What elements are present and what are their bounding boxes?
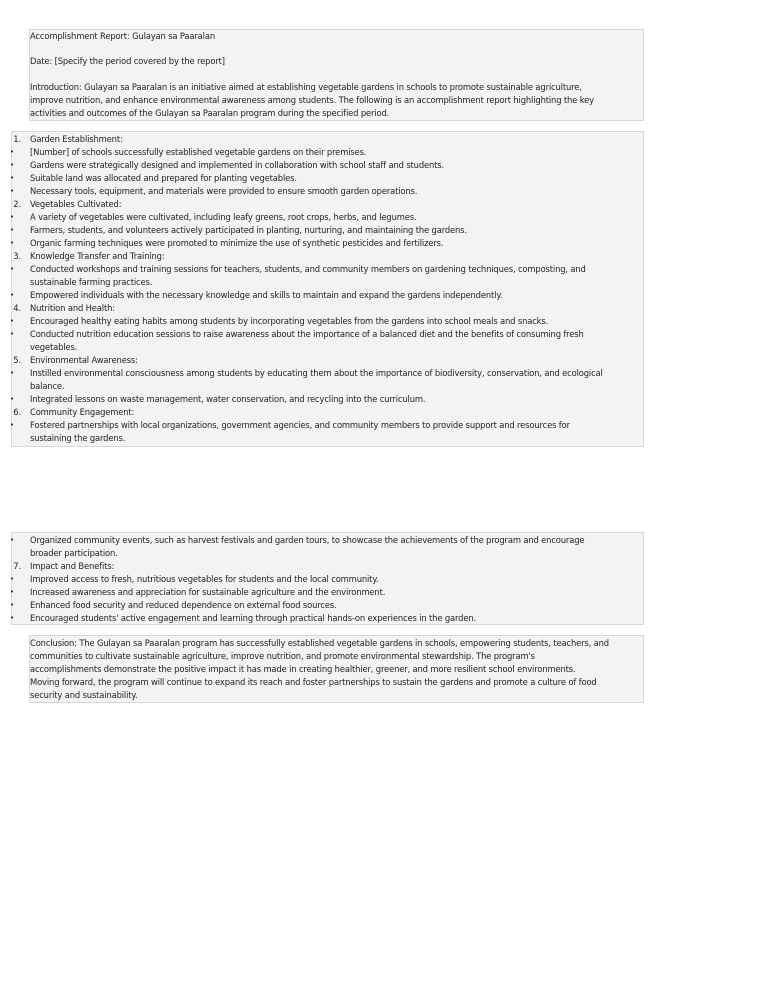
bullet-marker: • [10,161,14,169]
bullet-marker: • [10,601,14,609]
report-title: Accomplishment Report: Gulayan sa Paaralan [30,31,215,41]
conclusion-line: accomplishments demonstrate the positive impact it has made in creating healthier, greener, and more resilient school environments. [30,664,576,674]
conclusion-line: communities to cultivate sustainable agriculture, improve nutrition, and promote environmental stewardship. The program's [30,651,535,661]
bullet-marker: • [10,291,14,299]
bullet-marker: • [10,395,14,403]
list-number: 5. [13,355,21,365]
list-item-text: Instilled environmental consciousness among students by educating them about the importance of biodiversity, conservation, and ecological [30,368,603,378]
list-heading: Garden Establishment: [30,134,123,144]
bullet-marker: • [10,174,14,182]
conclusion-line: Conclusion: The Gulayan sa Paaralan program has successfully established vegetable gardens in schools, empowering students, teachers, and [30,638,609,648]
list-number: 1. [13,134,21,144]
list-heading: Impact and Benefits: [30,561,115,571]
list-item-text: Encouraged healthy eating habits among students by incorporating vegetables from the gardens into school meals and snacks. [30,316,549,326]
bullet-marker: • [10,421,14,429]
bullet-marker: • [10,330,14,338]
list-item-text: Farmers, students, and volunteers actively participated in planting, nurturing, and maintaining the gardens. [30,225,467,235]
bullet-marker: • [10,317,14,325]
list-heading: Nutrition and Health: [30,303,115,313]
list-item-text: Conducted workshops and training sessions for teachers, students, and community members on gardening techniques, composting, and [30,264,586,274]
intro-line: activities and outcomes of the Gulayan sa Paaralan program during the specified period. [30,108,390,118]
list-item-text: Conducted nutrition education sessions to raise awareness about the importance of a balanced diet and the benefits of consuming fresh [30,329,584,339]
list-item-text: Encouraged students' active engagement and learning through practical hands-on experiences in the garden. [30,613,476,623]
bullet-marker: • [10,588,14,596]
bullet-marker: • [10,148,14,156]
list-item-text: Necessary tools, equipment, and materials were provided to ensure smooth garden operations. [30,186,418,196]
list-number: 6. [13,407,21,417]
bullet-marker: • [10,369,14,377]
report-date: Date: [Specify the period covered by the report] [30,56,225,66]
bullet-marker: • [10,614,14,622]
bullet-marker: • [10,226,14,234]
list-number: 2. [13,199,21,209]
bullet-marker: • [10,536,14,544]
list-item-text: sustaining the gardens. [30,433,126,443]
list-item-text: A variety of vegetables were cultivated, including leafy greens, root crops, herbs, and legumes. [30,212,417,222]
bullet-marker: • [10,239,14,247]
list-item-text: broader participation. [30,548,118,558]
list-heading: Knowledge Transfer and Training: [30,251,165,261]
list-item-text: [Number] of schools successfully established vegetable gardens on their premises. [30,147,367,157]
list-heading: Community Engagement: [30,407,135,417]
list-item-text: balance. [30,381,65,391]
list-item-text: Improved access to fresh, nutritious vegetables for students and the local community. [30,574,379,584]
intro-line: improve nutrition, and enhance environmental awareness among students. The following is an accomplishment report highlighting the key [30,95,594,105]
list-item-text: vegetables. [30,342,78,352]
list-item-text: Enhanced food security and reduced dependence on external food sources. [30,600,337,610]
list-item-text: sustainable farming practices. [30,277,153,287]
list-number: 3. [13,251,21,261]
bullet-marker: • [10,213,14,221]
list-number: 7. [13,561,21,571]
bullet-marker: • [10,265,14,273]
conclusion-line: Moving forward, the program will continue to expand its reach and foster partnerships to sustain the gardens and promote a culture of food [30,677,597,687]
list-item-text: Empowered individuals with the necessary knowledge and skills to maintain and expand the gardens independently. [30,290,503,300]
list-heading: Environmental Awareness: [30,355,138,365]
list-heading: Vegetables Cultivated: [30,199,122,209]
list-number: 4. [13,303,21,313]
bullet-marker: • [10,575,14,583]
bullet-marker: • [10,187,14,195]
list-item-text: Suitable land was allocated and prepared for planting vegetables. [30,173,297,183]
intro-line: Introduction: Gulayan sa Paaralan is an initiative aimed at establishing vegetable gardens in schools to promote sustainable agriculture, [30,82,582,92]
list-item-text: Increased awareness and appreciation for sustainable agriculture and the environment. [30,587,386,597]
list-item-text: Gardens were strategically designed and implemented in collaboration with school staff and students. [30,160,445,170]
conclusion-line: security and sustainability. [30,690,138,700]
list-item-text: Organized community events, such as harvest festivals and garden tours, to showcase the achievements of the program and encourage [30,535,585,545]
list-item-text: Integrated lessons on waste management, water conservation, and recycling into the curriculum. [30,394,426,404]
list-item-text: Organic farming techniques were promoted to minimize the use of synthetic pesticides and fertilizers. [30,238,444,248]
list-item-text: Fostered partnerships with local organizations, government agencies, and community members to provide support and resources for [30,420,570,430]
